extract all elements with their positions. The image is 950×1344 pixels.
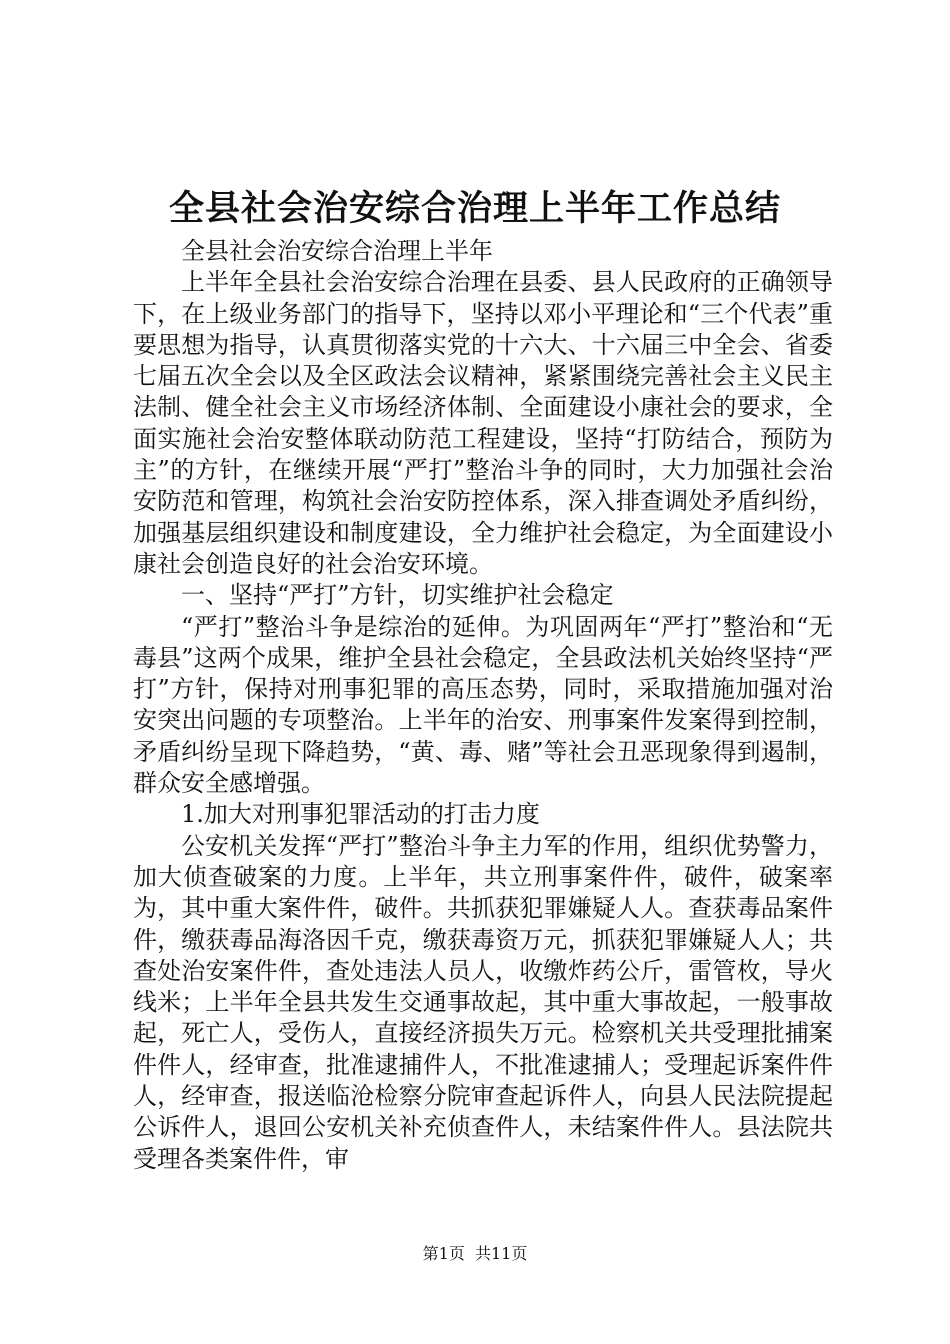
paragraph-intro-heading: 全县社会治安综合治理上半年 (181, 237, 493, 265)
section-heading-1: 一、坚持“严打”方针，切实维护社会稳定 (181, 581, 614, 610)
document-title: 全县社会治安综合治理上半年工作总结 (168, 188, 781, 229)
document-body (133, 236, 833, 1175)
paragraph-subsection-1: 公安机关发挥“严打”整治斗争主力军的作用，组织优势警力，加大侦查破案的力度。上半年，共立刑事案件件，破件，破案率为，其中重大案件件，破件。共抓获犯罪嫌疑人人。查获毒品案件件，缴获毒品海洛因千克，缴获毒资万元，抓获犯罪嫌疑人人；共查处治安案件件，查处违法人员人，收缴炸药公斤，雷管枚，导火线米；上半年全县共发生交通事故起，其中重大事故起，一般事故起，死亡人，受伤人，直接经济损失万元。检察机关共受理批捕案件件人，经审查，批准逮捕件人，不批准逮捕人；受理起诉案件件人，经审查，报送临沧检察分院审查起诉件人，向县人民法院提起公诉件人，退回公安机关补充侦查件人，未结案件件人。县法院共受理各类案件件，审 (133, 831, 833, 1173)
paragraph-section-1: “严打”整治斗争是综治的延伸。为巩固两年“严打”整治和“无毒县”这两个成果，维护全县社会稳定，全县政法机关始终坚持“严打”方针，保持对刑事犯罪的高压态势，同时，采取措施加强对治安突出问题的专项整治。上半年的治安、刑事案件发案得到控制，矛盾纠纷呈现下降趋势，“黄、毒、赌”等社会丑恶现象得到遏制，群众安全感增强。 (133, 612, 833, 798)
paragraph-summary: 上半年全县社会治安综合治理在县委、县人民政府的正确领导下，在上级业务部门的指导下，坚持以邓小平理论和“三个代表”重要思想为指导，认真贯彻落实党的十六大、十六届三中全会、省委七届五次全会以及全区政法会议精神，紧紧围绕完善社会主义民主法制、健全社会主义市场经济体制、全面建设小康社会的要求，全面实施社会治安整体联动防范工程建设，坚持“打防结合，预防为主”的方针，在继续开展“严打”整治斗争的同时，大力加强社会治安防范和管理，构筑社会治安防控体系，深入排查调处矛盾纠纷，加强基层组织建设和制度建设，全力维护社会稳定，为全面建设小康社会创造良好的社会治安环境。 (133, 268, 833, 578)
page-footer: 第1页 共11页 (422, 1244, 528, 1263)
subsection-heading-1: 1.加大对刑事犯罪活动的打击力度 (181, 800, 540, 829)
